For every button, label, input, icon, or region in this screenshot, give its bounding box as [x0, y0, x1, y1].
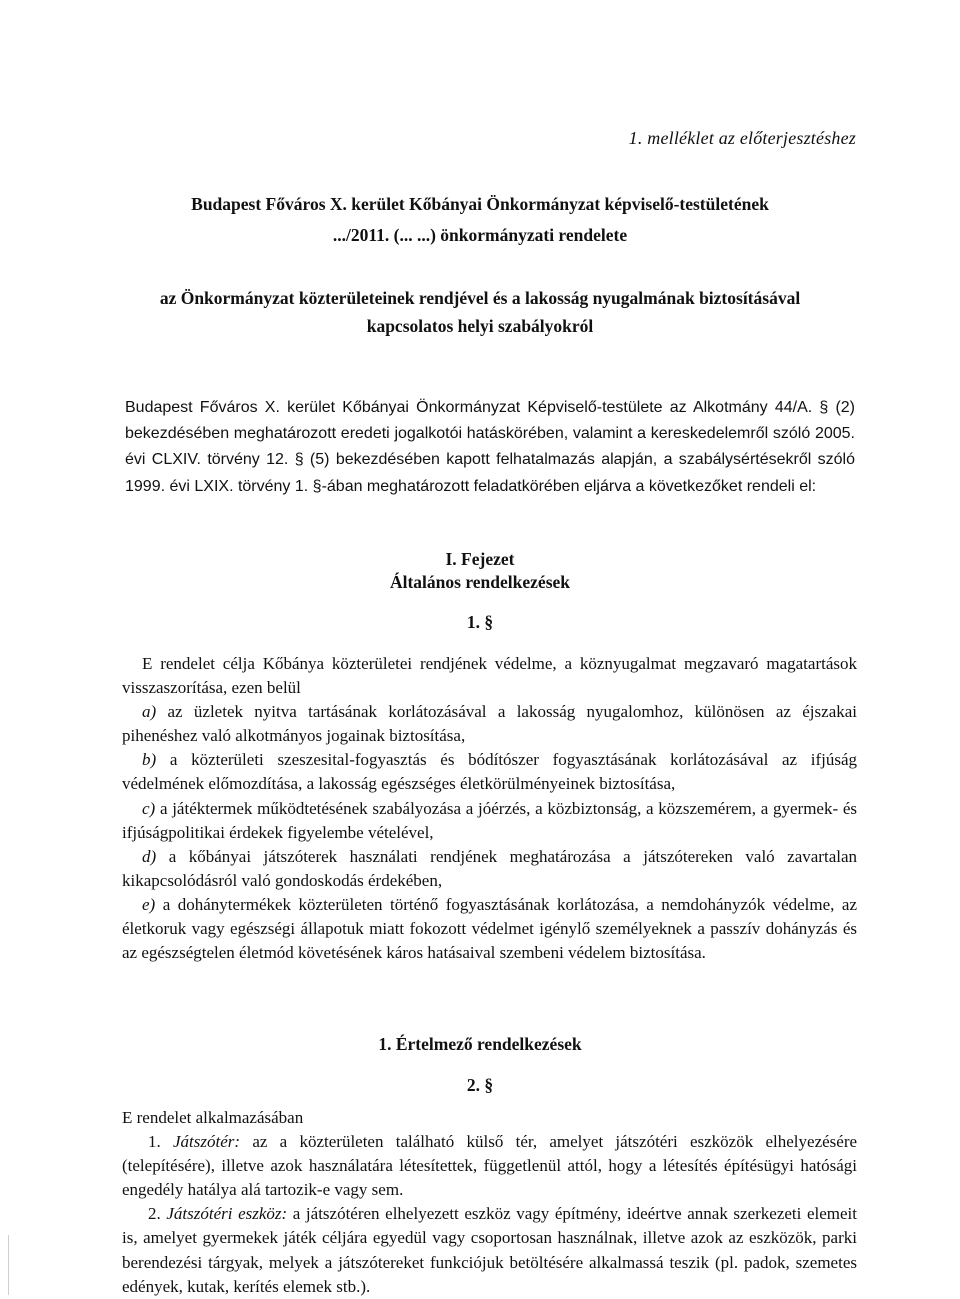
- section-1-item-d: [122, 845, 857, 893]
- issuer-line: Budapest Főváros X. kerület Kőbányai Önkormányzat képviselő-testületének: [191, 194, 769, 214]
- annex-label: 1. melléklet az előterjesztéshez: [628, 128, 856, 148]
- section-1-item-a: [122, 700, 857, 748]
- section-2-heading: 2. §: [466, 1075, 494, 1095]
- section-1-heading: 1. §: [466, 612, 494, 632]
- decree-number-line: .../2011. (... ...) önkormányzati rendelete: [332, 225, 628, 245]
- definition-item-1: [122, 1130, 857, 1202]
- section-1-item-e: [122, 893, 857, 965]
- definition-term: Játszótéri eszköz:: [166, 1204, 288, 1224]
- section-1-intro: E rendelet célja Kőbánya közterületei rendjének védelme, a köznyugalmat megzavaró magatartások visszaszorítása, ezen belül: [122, 654, 857, 698]
- chapter-number: I. Fejezet: [445, 549, 515, 569]
- scan-edge-mark: [8, 1235, 9, 1295]
- section-1-item-b: [122, 748, 857, 796]
- item-label: c): [142, 798, 156, 818]
- item-label: e): [142, 894, 156, 914]
- item-label: b): [142, 750, 157, 770]
- chapter-heading: [0, 548, 960, 594]
- definition-text: az a közterületen található külső tér, amelyet játszótéri eszközök elhelyezésére (telepítésére), illetve azok használatára létesítettek, függetlenül attól, hogy a létesítés építésügyi hatósági engedély hatálya alá tartozik-e vagy sem.: [122, 1132, 858, 1200]
- section-2-body: [122, 1106, 857, 1299]
- definition-number: 2.: [148, 1204, 161, 1224]
- decree-title-line-2: kapcsolatos helyi szabályokról: [366, 316, 594, 336]
- item-text: a közterületi szeszesital-fogyasztás és bódítószer fogyasztásának korlátozásával az ifjúság védelmének előmozdítása, a lakosság egészséges életkörülményeinek biztosítása,: [122, 750, 858, 794]
- decree-title: [0, 284, 960, 340]
- decree-title-line-1: az Önkormányzat közterületeinek rendjével és a lakosság nyugalmának biztosításával: [159, 288, 801, 308]
- definition-term: Játszótér:: [173, 1132, 241, 1152]
- item-text: a dohánytermékek közterületen történő fogyasztásának korlátozása, a nemdohányzók védelme, az életkoruk vagy egészségi állapotuk miatt fokozott védelmet igénylő személyeknek a passzív dohányzás és az egészségtelen életmód követésének káros hatásaival szembeni védelem biztosítása.: [122, 894, 858, 963]
- item-text: a játéktermek működtetésének szabályozása a jóérzés, a közbiztonság, a közszemérem, a gyermek- és ifjúságpolitikai érdekek figyelembe vételével,: [122, 798, 857, 842]
- definition-item-2: [122, 1202, 857, 1298]
- definition-text: a játszótéren elhelyezett eszköz vagy építmény, ideértve annak szerkezeti elemeit is, amelyet gyermekek játék céljára egyedül vagy csoportosan használnak, illetve azok az eszközök, parki berendezési tárgyak, melyek a játszótereket funkciójuk betöltésére alkalmassá teszik (pl. padok, szemetes edények, kutak, kerítés elemek stb.).: [122, 1204, 858, 1296]
- definition-number: 1.: [148, 1132, 161, 1152]
- subchapter-heading: 1. Értelmező rendelkezések: [378, 1034, 582, 1054]
- item-text: a kőbányai játszóterek használati rendjének meghatározása a játszótereken való zavartalan kikapcsolódásról való gondoskodás érdekében,: [122, 846, 858, 890]
- section-2-intro: E rendelet alkalmazásában: [122, 1108, 304, 1127]
- item-label: d): [142, 846, 157, 866]
- section-1-body: [122, 652, 857, 965]
- preamble: Budapest Főváros X. kerület Kőbányai Önkormányzat Képviselő-testülete az Alkotmány 44/A. § (2) bekezdésében meghatározott eredeti jogalkotói hatáskörében, valamint a kereskedelemről szóló 2005. évi CLXIV. törvény 12. § (5) bekezdésében kapott felhatalmazás alapján, a szabálysértésekről szóló 1999. évi LXIX. törvény 1. §-ában meghatározott feladatkörében eljárva a következőket rendeli el:: [125, 399, 855, 495]
- item-label: a): [142, 702, 157, 722]
- section-1-item-c: [122, 797, 857, 845]
- item-text: az üzletek nyitva tartásának korlátozásával a lakosság nyugalomhoz, különösen az éjszakai pihenéshez való alkotmányos jogainak biztosítása,: [122, 702, 858, 746]
- chapter-title: Általános rendelkezések: [389, 572, 571, 592]
